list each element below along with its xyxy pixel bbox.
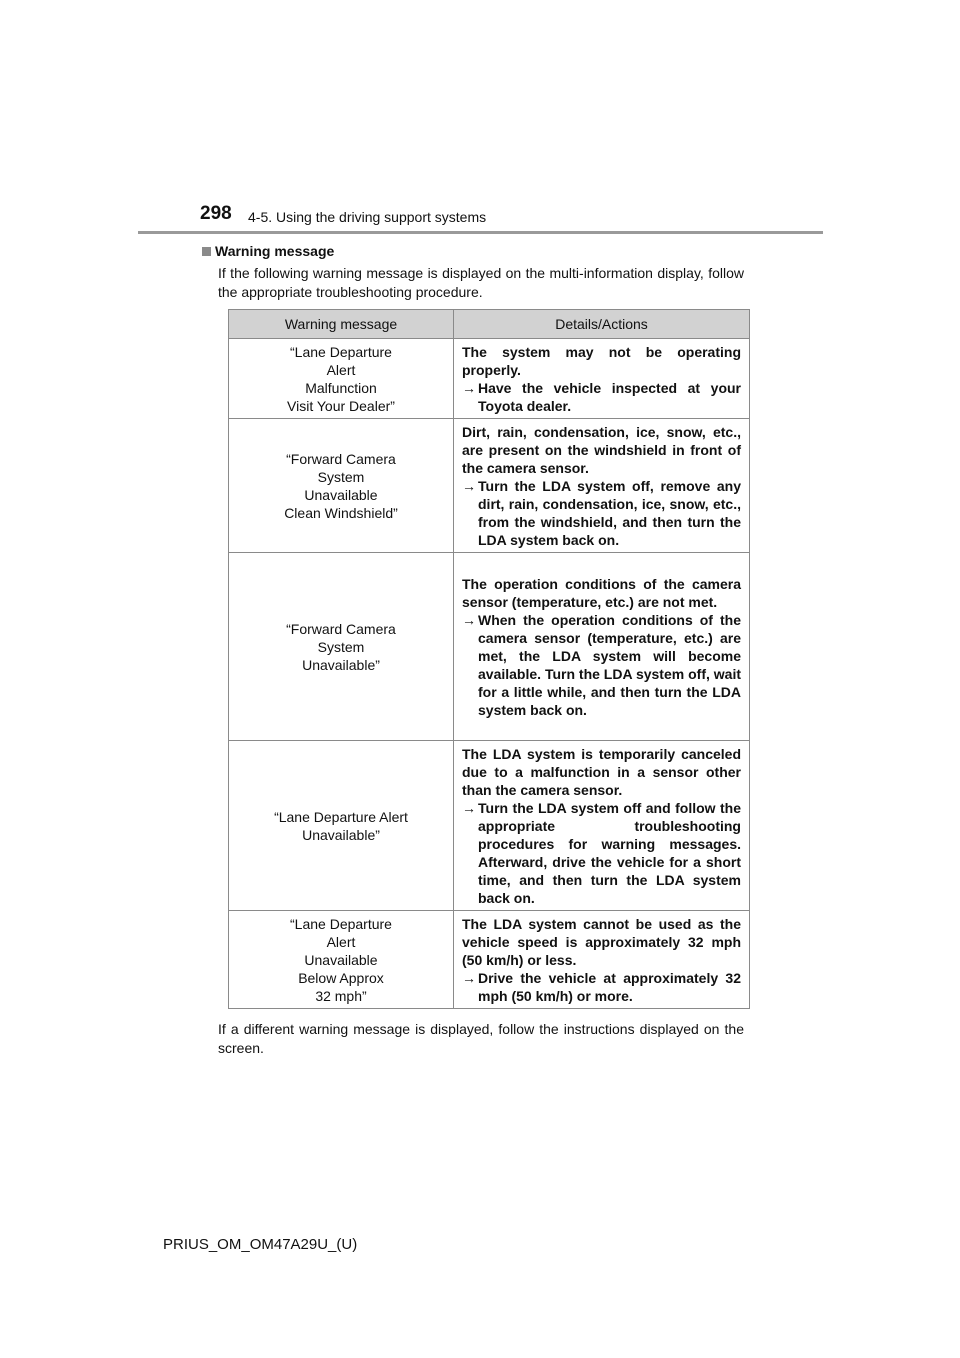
action-item bbox=[462, 969, 741, 1005]
action-text: Have the vehicle inspected at your Toyota dealer. bbox=[478, 379, 741, 414]
warning-message-text: “Lane Departure Alert Unavailable” bbox=[274, 808, 408, 843]
warning-message-text: “Forward Camera System Unavailable Clean Windshield” bbox=[284, 450, 398, 521]
details-cell bbox=[454, 339, 750, 419]
warning-message-cell bbox=[229, 553, 454, 741]
table-row bbox=[229, 741, 750, 911]
detail-text: The system may not be operating properly. bbox=[462, 343, 741, 378]
details-cell bbox=[454, 911, 750, 1009]
detail-text: The operation conditions of the camera sensor (temperature, etc.) are not met. bbox=[462, 575, 741, 610]
table-header-row bbox=[229, 310, 750, 339]
warning-message-cell bbox=[229, 419, 454, 553]
column-header-message: Warning message bbox=[229, 310, 454, 339]
arrow-icon: → bbox=[462, 969, 476, 986]
warning-message-cell bbox=[229, 911, 454, 1009]
table-row bbox=[229, 339, 750, 419]
square-bullet-icon bbox=[202, 247, 211, 256]
warning-message-cell bbox=[229, 741, 454, 911]
table-row bbox=[229, 419, 750, 553]
warning-message-text: “Lane Departure Alert Malfunction Visit Your Dealer” bbox=[287, 343, 395, 414]
detail-text: Dirt, rain, condensation, ice, snow, etc., are present on the windshield in front of the camera sensor. bbox=[462, 423, 741, 476]
section-heading: 4-5. Using the driving support systems bbox=[248, 209, 487, 225]
table-row bbox=[229, 911, 750, 1009]
action-item bbox=[462, 611, 741, 719]
closing-paragraph: If a different warning message is displayed, follow the instructions displayed on the screen. bbox=[218, 1021, 744, 1056]
warning-message-text: “Lane Departure Alert Unavailable Below Approx 32 mph” bbox=[290, 915, 392, 1004]
action-text: Turn the LDA system off, remove any dirt, rain, condensation, ice, snow, etc., from the windshield, and then turn the LDA system back on. bbox=[478, 477, 741, 548]
section-title bbox=[202, 243, 334, 259]
arrow-icon: → bbox=[462, 799, 476, 816]
action-text: When the operation conditions of the camera sensor (temperature, etc.) are met, the LDA system will become available. Turn the LDA system off, wait for a little while, and then turn the LDA system back on. bbox=[478, 611, 741, 718]
detail-text: The LDA system is temporarily canceled due to a malfunction in a sensor other than the camera sensor. bbox=[462, 745, 741, 798]
action-item bbox=[462, 799, 741, 907]
header-rule bbox=[138, 231, 823, 234]
action-item bbox=[462, 477, 741, 549]
detail-text: The LDA system cannot be used as the vehicle speed is approximately 32 mph (50 km/h) or less. bbox=[462, 915, 741, 968]
action-text: Turn the LDA system off and follow the appropriate troubleshooting procedures for warning messages. Afterward, drive the vehicle for a short time, and then turn the LDA system back on. bbox=[478, 799, 741, 906]
table-row bbox=[229, 553, 750, 741]
details-cell bbox=[454, 553, 750, 741]
section-title-text: Warning message bbox=[215, 243, 335, 259]
details-cell bbox=[454, 741, 750, 911]
arrow-icon: → bbox=[462, 477, 476, 494]
warning-message-table bbox=[228, 309, 750, 1009]
document-code: PRIUS_OM_OM47A29U_(U) bbox=[163, 1236, 358, 1253]
column-header-details: Details/Actions bbox=[454, 310, 750, 339]
page-number: 298 bbox=[200, 203, 232, 224]
warning-message-cell bbox=[229, 339, 454, 419]
arrow-icon: → bbox=[462, 379, 476, 396]
action-item bbox=[462, 379, 741, 415]
details-cell bbox=[454, 419, 750, 553]
action-text: Drive the vehicle at approximately 32 mph (50 km/h) or more. bbox=[478, 969, 741, 1004]
intro-paragraph: If the following warning message is displayed on the multi-information display, follow the appropriate troubleshooting procedure. bbox=[218, 265, 744, 300]
arrow-icon: → bbox=[462, 611, 476, 628]
warning-message-text: “Forward Camera System Unavailable” bbox=[286, 620, 396, 673]
